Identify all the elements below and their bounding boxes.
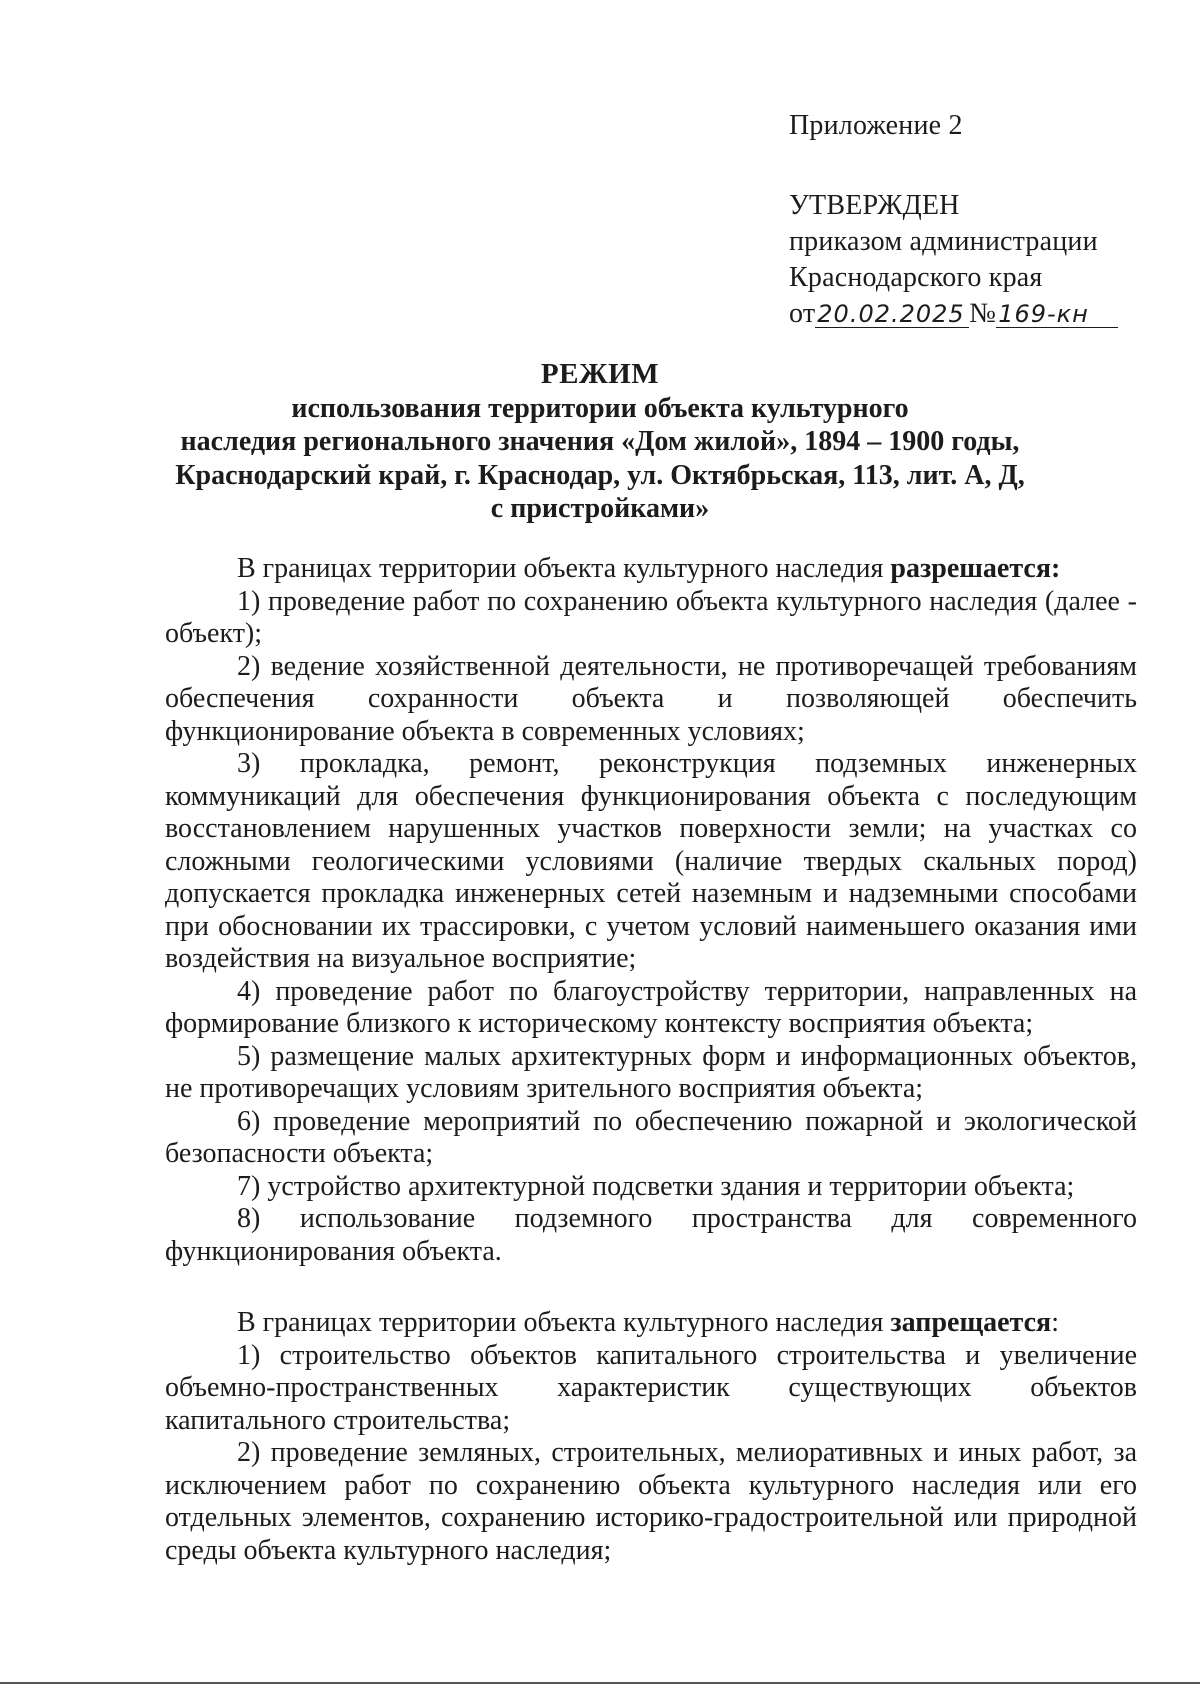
allowed-item: 7) устройство архитектурной подсветки здания и территории объекта; [237, 1170, 1075, 1202]
allowed-item: 2) ведение хозяйственной деятельности, не противоречащей требованиям обеспечения сохранности объекта и позволяющей обеспечить функционирование объекта в современных условиях; [165, 650, 1137, 747]
approved-by-line-2: Краснодарского края [789, 262, 1043, 293]
approved-stamp-text: УТВЕРЖДЕН [789, 190, 960, 221]
forbidden-item: 1) строительство объектов капитального строительства и увеличение объемно-пространственных характеристик существующих объектов капитального строительства; [165, 1339, 1137, 1436]
date-prefix: от [789, 298, 816, 329]
scan-edge-line [0, 1682, 1200, 1684]
title-line-2: наследия регионального значения «Дом жилой», 1894 – 1900 годы, [180, 426, 1020, 457]
document-body [165, 553, 1137, 1567]
allowed-item: 3) прокладка, ремонт, реконструкция подземных инженерных коммуникаций для обеспечения функционирования объекта с последующим восстановлением нарушенных участков поверхности земли; на участках со сложными геологическими условиями (наличие твердых скальных пород) допускается прокладка инженерных сетей наземным и надземными способами при обосновании их трассировки, с учетом условий наименьшего оказания ими воздействия на визуальное восприятие; [165, 748, 1137, 974]
date-field [815, 301, 969, 328]
handwritten-date: 20.02.2025 [817, 300, 965, 328]
forbidden-item: 2) проведение земляных, строительных, мелиоративных и иных работ, за исключением работ по сохранению объекта культурного наследия или его отдельных элементов, сохранению историко-градостроительной или природной среды объекта культурного наследия; [165, 1437, 1137, 1566]
title-main: РЕЖИМ [540, 358, 660, 390]
allowed-item: 1) проведение работ по сохранению объекта культурного наследия (далее - объект); [165, 585, 1137, 649]
title-line-1: использования территории объекта культурного [291, 392, 909, 424]
title-line-4: с пристройками» [490, 493, 710, 524]
document-title [150, 358, 1050, 526]
allowed-item: 6) проведение мероприятий по обеспечению пожарной и экологической безопасности объекта; [165, 1105, 1137, 1169]
forbidden-keyword: запрещается [890, 1307, 1052, 1338]
title-line-3: Краснодарский край, г. Краснодар, ул. Октябрьская, 113, лит. А, Д, [175, 459, 1025, 491]
number-field [996, 301, 1118, 328]
allowed-item: 4) проведение работ по благоустройству территории, направленных на формирование близкого к историческому контексту восприятия объекта; [165, 975, 1137, 1039]
allowed-heading: В границах территории объекта культурного наследия разрешается: [237, 553, 1061, 584]
allowed-item: 5) размещение малых архитектурных форм и информационных объектов, не противоречащих условиям зрительного восприятия объекта; [165, 1040, 1137, 1104]
allowed-item: 8) использование подземного пространства для современного функционирования объекта. [165, 1203, 1137, 1267]
approval-block [789, 108, 1118, 332]
forbidden-heading: В границах территории объекта культурного наследия запрещается: [237, 1307, 1059, 1338]
handwritten-number: 169-кн [998, 300, 1089, 328]
appendix-label: Приложение 2 [789, 110, 963, 141]
number-prefix: № [969, 298, 997, 329]
order-date-number-line [789, 296, 1118, 332]
approved-by-line-1: приказом администрации [789, 226, 1098, 257]
allowed-keyword: разрешается: [890, 553, 1061, 584]
